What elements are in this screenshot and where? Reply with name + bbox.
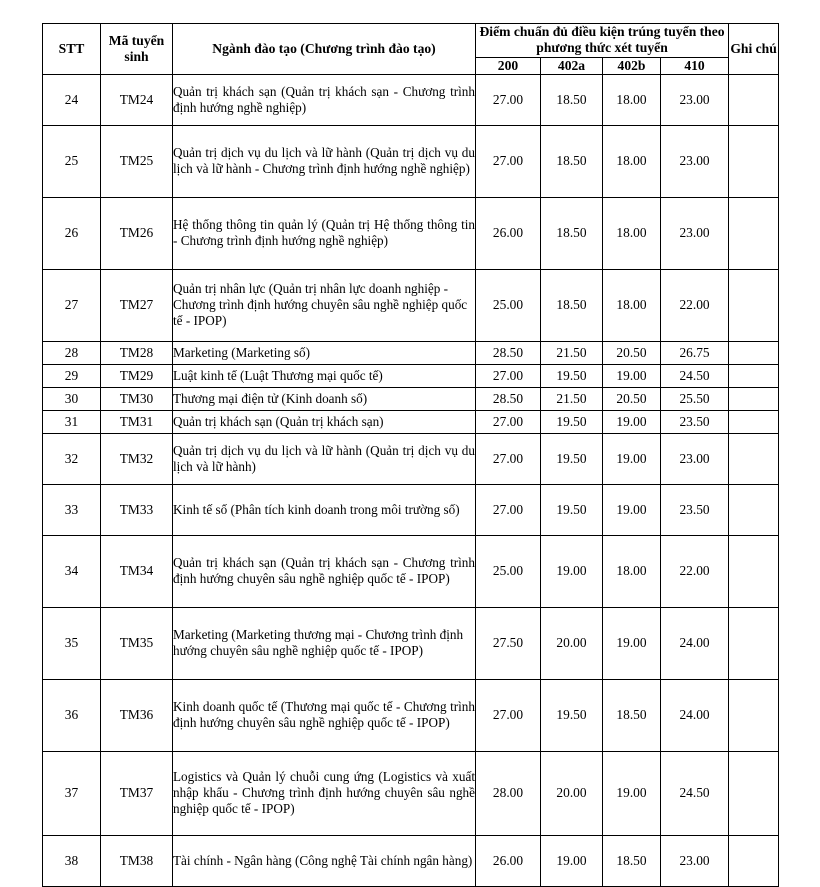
cell-score-410: 22.00	[661, 535, 729, 607]
cell-score-402a: 21.50	[541, 387, 603, 410]
cell-score-200: 27.00	[476, 364, 541, 387]
cell-score-402b: 19.00	[603, 751, 661, 835]
cell-nganh-dao-tao: Quản trị khách sạn (Quản trị khách sạn - Chương trình định hướng chuyên sâu nghề nghiệp quốc tế - IPOP)	[173, 535, 476, 607]
cell-score-402b: 18.00	[603, 197, 661, 269]
cell-score-200: 25.00	[476, 535, 541, 607]
cell-score-402b: 19.00	[603, 484, 661, 535]
cell-score-410: 23.50	[661, 410, 729, 433]
table-row	[43, 364, 779, 387]
cell-stt: 28	[43, 341, 101, 364]
table-row	[43, 535, 779, 607]
cell-score-200: 27.00	[476, 410, 541, 433]
cell-score-402b: 18.50	[603, 835, 661, 886]
cell-score-200: 27.00	[476, 679, 541, 751]
cell-score-402a: 18.50	[541, 125, 603, 197]
cell-score-200: 27.00	[476, 125, 541, 197]
table-row	[43, 125, 779, 197]
header-stt: STT	[43, 24, 101, 75]
cell-ma-tuyen-sinh: TM29	[101, 364, 173, 387]
table-body	[43, 74, 779, 886]
cell-ghi-chu	[729, 679, 779, 751]
cell-ghi-chu	[729, 387, 779, 410]
cell-ghi-chu	[729, 607, 779, 679]
cell-nganh-dao-tao: Quản trị nhân lực (Quản trị nhân lực doanh nghiệp - Chương trình định hướng chuyên sâu nghề nghiệp quốc tế - IPOP)	[173, 269, 476, 341]
header-method-402b: 402b	[603, 57, 661, 74]
cell-stt: 38	[43, 835, 101, 886]
cell-stt: 34	[43, 535, 101, 607]
table-row	[43, 269, 779, 341]
table-row	[43, 484, 779, 535]
cell-stt: 31	[43, 410, 101, 433]
cell-score-402a: 19.00	[541, 535, 603, 607]
cell-nganh-dao-tao: Hệ thống thông tin quản lý (Quản trị Hệ thống thông tin - Chương trình định hướng nghề nghiệp)	[173, 197, 476, 269]
cell-score-200: 27.00	[476, 484, 541, 535]
cell-ghi-chu	[729, 74, 779, 125]
cell-score-402b: 19.00	[603, 433, 661, 484]
cell-ma-tuyen-sinh: TM28	[101, 341, 173, 364]
table-row	[43, 835, 779, 886]
cell-ghi-chu	[729, 269, 779, 341]
table-row	[43, 607, 779, 679]
cell-stt: 30	[43, 387, 101, 410]
cell-ma-tuyen-sinh: TM31	[101, 410, 173, 433]
cell-score-410: 23.00	[661, 125, 729, 197]
cell-stt: 26	[43, 197, 101, 269]
cell-score-410: 23.00	[661, 74, 729, 125]
cell-stt: 36	[43, 679, 101, 751]
cell-ghi-chu	[729, 125, 779, 197]
cell-score-200: 27.00	[476, 74, 541, 125]
header-method-410: 410	[661, 57, 729, 74]
admission-score-table	[42, 23, 779, 887]
cell-score-402b: 20.50	[603, 387, 661, 410]
header-ma-tuyen-sinh: Mã tuyển sinh	[101, 24, 173, 75]
cell-stt: 35	[43, 607, 101, 679]
cell-ghi-chu	[729, 433, 779, 484]
cell-nganh-dao-tao: Kinh doanh quốc tế (Thương mại quốc tế - Chương trình định hướng chuyên sâu nghề nghiệp quốc tế - IPOP)	[173, 679, 476, 751]
cell-nganh-dao-tao: Thương mại điện tử (Kinh doanh số)	[173, 387, 476, 410]
cell-score-402a: 19.50	[541, 364, 603, 387]
cell-score-402a: 19.50	[541, 410, 603, 433]
cell-ma-tuyen-sinh: TM25	[101, 125, 173, 197]
cell-ghi-chu	[729, 535, 779, 607]
header-row-primary	[43, 24, 779, 58]
table-row	[43, 387, 779, 410]
cell-score-200: 28.00	[476, 751, 541, 835]
cell-ma-tuyen-sinh: TM24	[101, 74, 173, 125]
cell-nganh-dao-tao: Marketing (Marketing thương mại - Chương trình định hướng chuyên sâu nghề nghiệp quốc tế - IPOP)	[173, 607, 476, 679]
cell-score-402a: 20.00	[541, 607, 603, 679]
table-row	[43, 410, 779, 433]
cell-stt: 25	[43, 125, 101, 197]
cell-score-402a: 21.50	[541, 341, 603, 364]
cell-score-402a: 19.50	[541, 679, 603, 751]
cell-ma-tuyen-sinh: TM26	[101, 197, 173, 269]
table-header	[43, 24, 779, 75]
cell-score-200: 27.50	[476, 607, 541, 679]
cell-stt: 37	[43, 751, 101, 835]
cell-score-402b: 19.00	[603, 364, 661, 387]
cell-nganh-dao-tao: Quản trị khách sạn (Quản trị khách sạn - Chương trình định hướng nghề nghiệp)	[173, 74, 476, 125]
cell-score-200: 27.00	[476, 433, 541, 484]
cell-score-402b: 18.00	[603, 74, 661, 125]
cell-nganh-dao-tao: Marketing (Marketing số)	[173, 341, 476, 364]
header-method-402a: 402a	[541, 57, 603, 74]
cell-ghi-chu	[729, 364, 779, 387]
cell-score-410: 24.50	[661, 364, 729, 387]
cell-ghi-chu	[729, 484, 779, 535]
header-method-200: 200	[476, 57, 541, 74]
cell-score-402b: 18.50	[603, 679, 661, 751]
cell-score-402b: 18.00	[603, 125, 661, 197]
table-row	[43, 751, 779, 835]
cell-score-410: 23.50	[661, 484, 729, 535]
cell-ghi-chu	[729, 197, 779, 269]
cell-score-200: 28.50	[476, 341, 541, 364]
cell-ma-tuyen-sinh: TM34	[101, 535, 173, 607]
cell-ma-tuyen-sinh: TM27	[101, 269, 173, 341]
cell-score-402a: 19.50	[541, 433, 603, 484]
cell-score-410: 23.00	[661, 835, 729, 886]
cell-score-410: 23.00	[661, 433, 729, 484]
cell-score-410: 24.00	[661, 679, 729, 751]
cell-stt: 29	[43, 364, 101, 387]
cell-score-402b: 20.50	[603, 341, 661, 364]
cell-nganh-dao-tao: Logistics và Quản lý chuỗi cung ứng (Logistics và xuất nhập khẩu - Chương trình định hướng chuyên sâu nghề nghiệp quốc tế - IPOP)	[173, 751, 476, 835]
header-diem-chuan-group: Điểm chuẩn đủ điều kiện trúng tuyển theo phương thức xét tuyển	[476, 24, 729, 58]
cell-ma-tuyen-sinh: TM35	[101, 607, 173, 679]
cell-score-200: 28.50	[476, 387, 541, 410]
cell-score-402a: 19.00	[541, 835, 603, 886]
cell-score-410: 24.50	[661, 751, 729, 835]
page-footer-sliver	[180, 770, 600, 778]
cell-stt: 33	[43, 484, 101, 535]
cell-nganh-dao-tao: Quản trị khách sạn (Quản trị khách sạn)	[173, 410, 476, 433]
cell-score-410: 23.00	[661, 197, 729, 269]
cell-nganh-dao-tao: Quản trị dịch vụ du lịch và lữ hành (Quản trị dịch vụ du lịch và lữ hành - Chương trình định hướng nghề nghiệp)	[173, 125, 476, 197]
table-row	[43, 74, 779, 125]
cell-score-200: 26.00	[476, 197, 541, 269]
cell-score-410: 26.75	[661, 341, 729, 364]
header-nganh-dao-tao: Ngành đào tạo (Chương trình đào tạo)	[173, 24, 476, 75]
cell-nganh-dao-tao: Luật kinh tế (Luật Thương mại quốc tế)	[173, 364, 476, 387]
cell-score-402b: 18.00	[603, 269, 661, 341]
cell-score-402a: 18.50	[541, 197, 603, 269]
cell-ma-tuyen-sinh: TM30	[101, 387, 173, 410]
cell-score-200: 25.00	[476, 269, 541, 341]
cell-nganh-dao-tao: Kinh tế số (Phân tích kinh doanh trong môi trường số)	[173, 484, 476, 535]
cell-score-410: 22.00	[661, 269, 729, 341]
cell-stt: 32	[43, 433, 101, 484]
cell-score-402b: 19.00	[603, 607, 661, 679]
cell-ma-tuyen-sinh: TM36	[101, 679, 173, 751]
cell-nganh-dao-tao: Tài chính - Ngân hàng (Công nghệ Tài chính ngân hàng)	[173, 835, 476, 886]
table-row	[43, 433, 779, 484]
cell-score-410: 25.50	[661, 387, 729, 410]
cell-score-402a: 18.50	[541, 269, 603, 341]
cell-score-402a: 19.50	[541, 484, 603, 535]
cell-score-402a: 20.00	[541, 751, 603, 835]
cell-ma-tuyen-sinh: TM33	[101, 484, 173, 535]
cell-score-402b: 19.00	[603, 410, 661, 433]
table-row	[43, 341, 779, 364]
cell-nganh-dao-tao: Quản trị dịch vụ du lịch và lữ hành (Quản trị dịch vụ du lịch và lữ hành)	[173, 433, 476, 484]
cell-stt: 24	[43, 74, 101, 125]
table-row	[43, 197, 779, 269]
cell-ghi-chu	[729, 835, 779, 886]
cell-ma-tuyen-sinh: TM32	[101, 433, 173, 484]
table-row	[43, 679, 779, 751]
cell-stt: 27	[43, 269, 101, 341]
cell-ghi-chu	[729, 751, 779, 835]
cell-ma-tuyen-sinh: TM37	[101, 751, 173, 835]
cell-ghi-chu	[729, 410, 779, 433]
cell-ma-tuyen-sinh: TM38	[101, 835, 173, 886]
cell-score-200: 26.00	[476, 835, 541, 886]
cell-score-402a: 18.50	[541, 74, 603, 125]
cell-score-402b: 18.00	[603, 535, 661, 607]
header-ghi-chu: Ghi chú	[729, 24, 779, 75]
cell-score-410: 24.00	[661, 607, 729, 679]
cell-ghi-chu	[729, 341, 779, 364]
